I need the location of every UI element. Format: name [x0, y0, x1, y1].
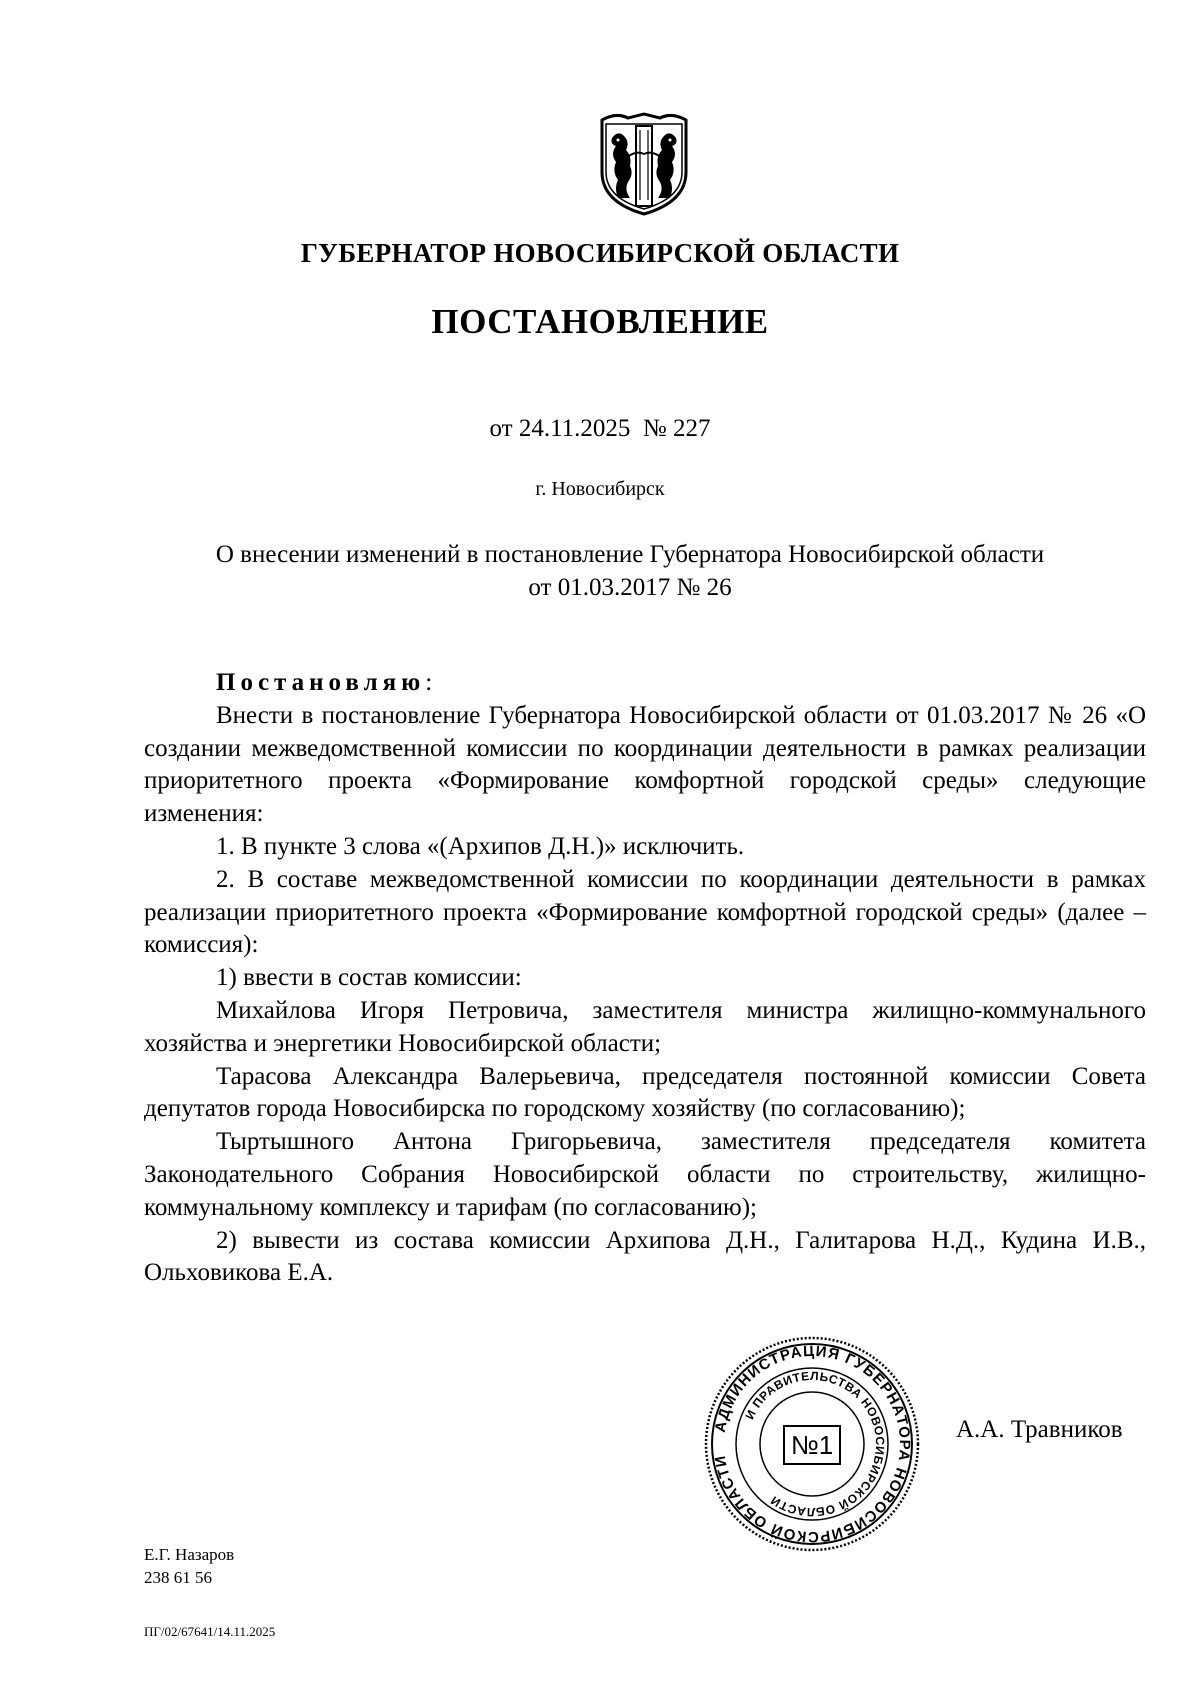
seal-number: №1 — [790, 1430, 834, 1460]
document-date-number — [0, 415, 1200, 443]
executor-phone: 238 61 56 — [144, 1568, 212, 1587]
executor-name: Е.Г. Назаров — [144, 1545, 235, 1564]
body-paragraph: Тыртышного Антона Григорьевича, заместителя председателя комитета Законодательного Собрания Новосибирской области по строительству, жилищно-коммунальному комплексу и тарифам (по согласованию); — [144, 1128, 1146, 1221]
body-paragraph: 2. В составе межведомственной комиссии по координации деятельности в рамках реализации приоритетного проекта «Формирование комфортной городской среды» (далее – комиссия): — [144, 865, 1146, 959]
subject-line-1: О внесении изменений в постановление Губернатора Новосибирской области — [215, 541, 1045, 568]
body-paragraph: 1) ввести в состав комиссии: — [216, 964, 522, 992]
date-prefix: от — [489, 415, 519, 442]
subject-line-2: от 01.03.2017 № 26 — [528, 574, 732, 601]
resolve-heading — [144, 667, 1146, 700]
document-date: 24.11.2025 — [518, 415, 631, 442]
document-subject — [140, 538, 1120, 604]
body-paragraph: Тарасова Александра Валерьевича, председателя постоянной комиссии Совета депутатов города Новосибирска по городскому хозяйству (по согласованию); — [144, 1062, 1146, 1123]
number-prefix: № — [630, 415, 674, 442]
official-seal-icon — [702, 1334, 922, 1554]
signatory-name: А.А. Травников — [956, 1416, 1123, 1443]
issue-city: г. Новосибирск — [535, 478, 665, 500]
body-paragraph: Михайлова Игоря Петровича, заместителя министра жилищно-коммунального хозяйства и энергетики Новосибирской области; — [144, 996, 1146, 1057]
document-type-title: ПОСТАНОВЛЕНИЕ — [431, 302, 769, 341]
body-paragraph: 1. В пункте 3 слова «(Архипов Д.Н.)» исключить. — [216, 832, 745, 860]
body-paragraph: Внести в постановление Губернатора Новосибирской области от 01.03.2017 № 26 «О создании межведомственной комиссии по координации деятельности в рамках реализации приоритетного проекта «Формирование комфортной городской среды» следующие изменения: — [144, 701, 1146, 828]
document-body — [144, 667, 1146, 1290]
coat-of-arms-icon — [596, 110, 692, 216]
resolve-colon: : — [425, 669, 433, 696]
registration-number: ПГ/02/67641/14.11.2025 — [144, 1624, 276, 1639]
resolve-word: Постановляю — [216, 669, 426, 696]
document-number: 227 — [673, 415, 711, 442]
seal-outer-text: АДМИНИСТРАЦИЯ ГУБЕРНАТОРА НОВОСИБИРСКОЙ ОБЛАСТИ — [711, 1342, 914, 1546]
issuing-authority: ГУБЕРНАТОР НОВОСИБИРСКОЙ ОБЛАСТИ — [300, 238, 900, 268]
executor-block — [144, 1543, 234, 1589]
body-paragraph: 2) вывести из состава комиссии Архипова Д.Н., Галитарова Н.Д., Кудина И.В., Ольховикова Е.А. — [144, 1226, 1146, 1287]
seal-inner-text: И ПРАВИТЕЛЬСТВА НОВОСИБИРСКОЙ ОБЛАСТИ — [742, 1368, 888, 1520]
